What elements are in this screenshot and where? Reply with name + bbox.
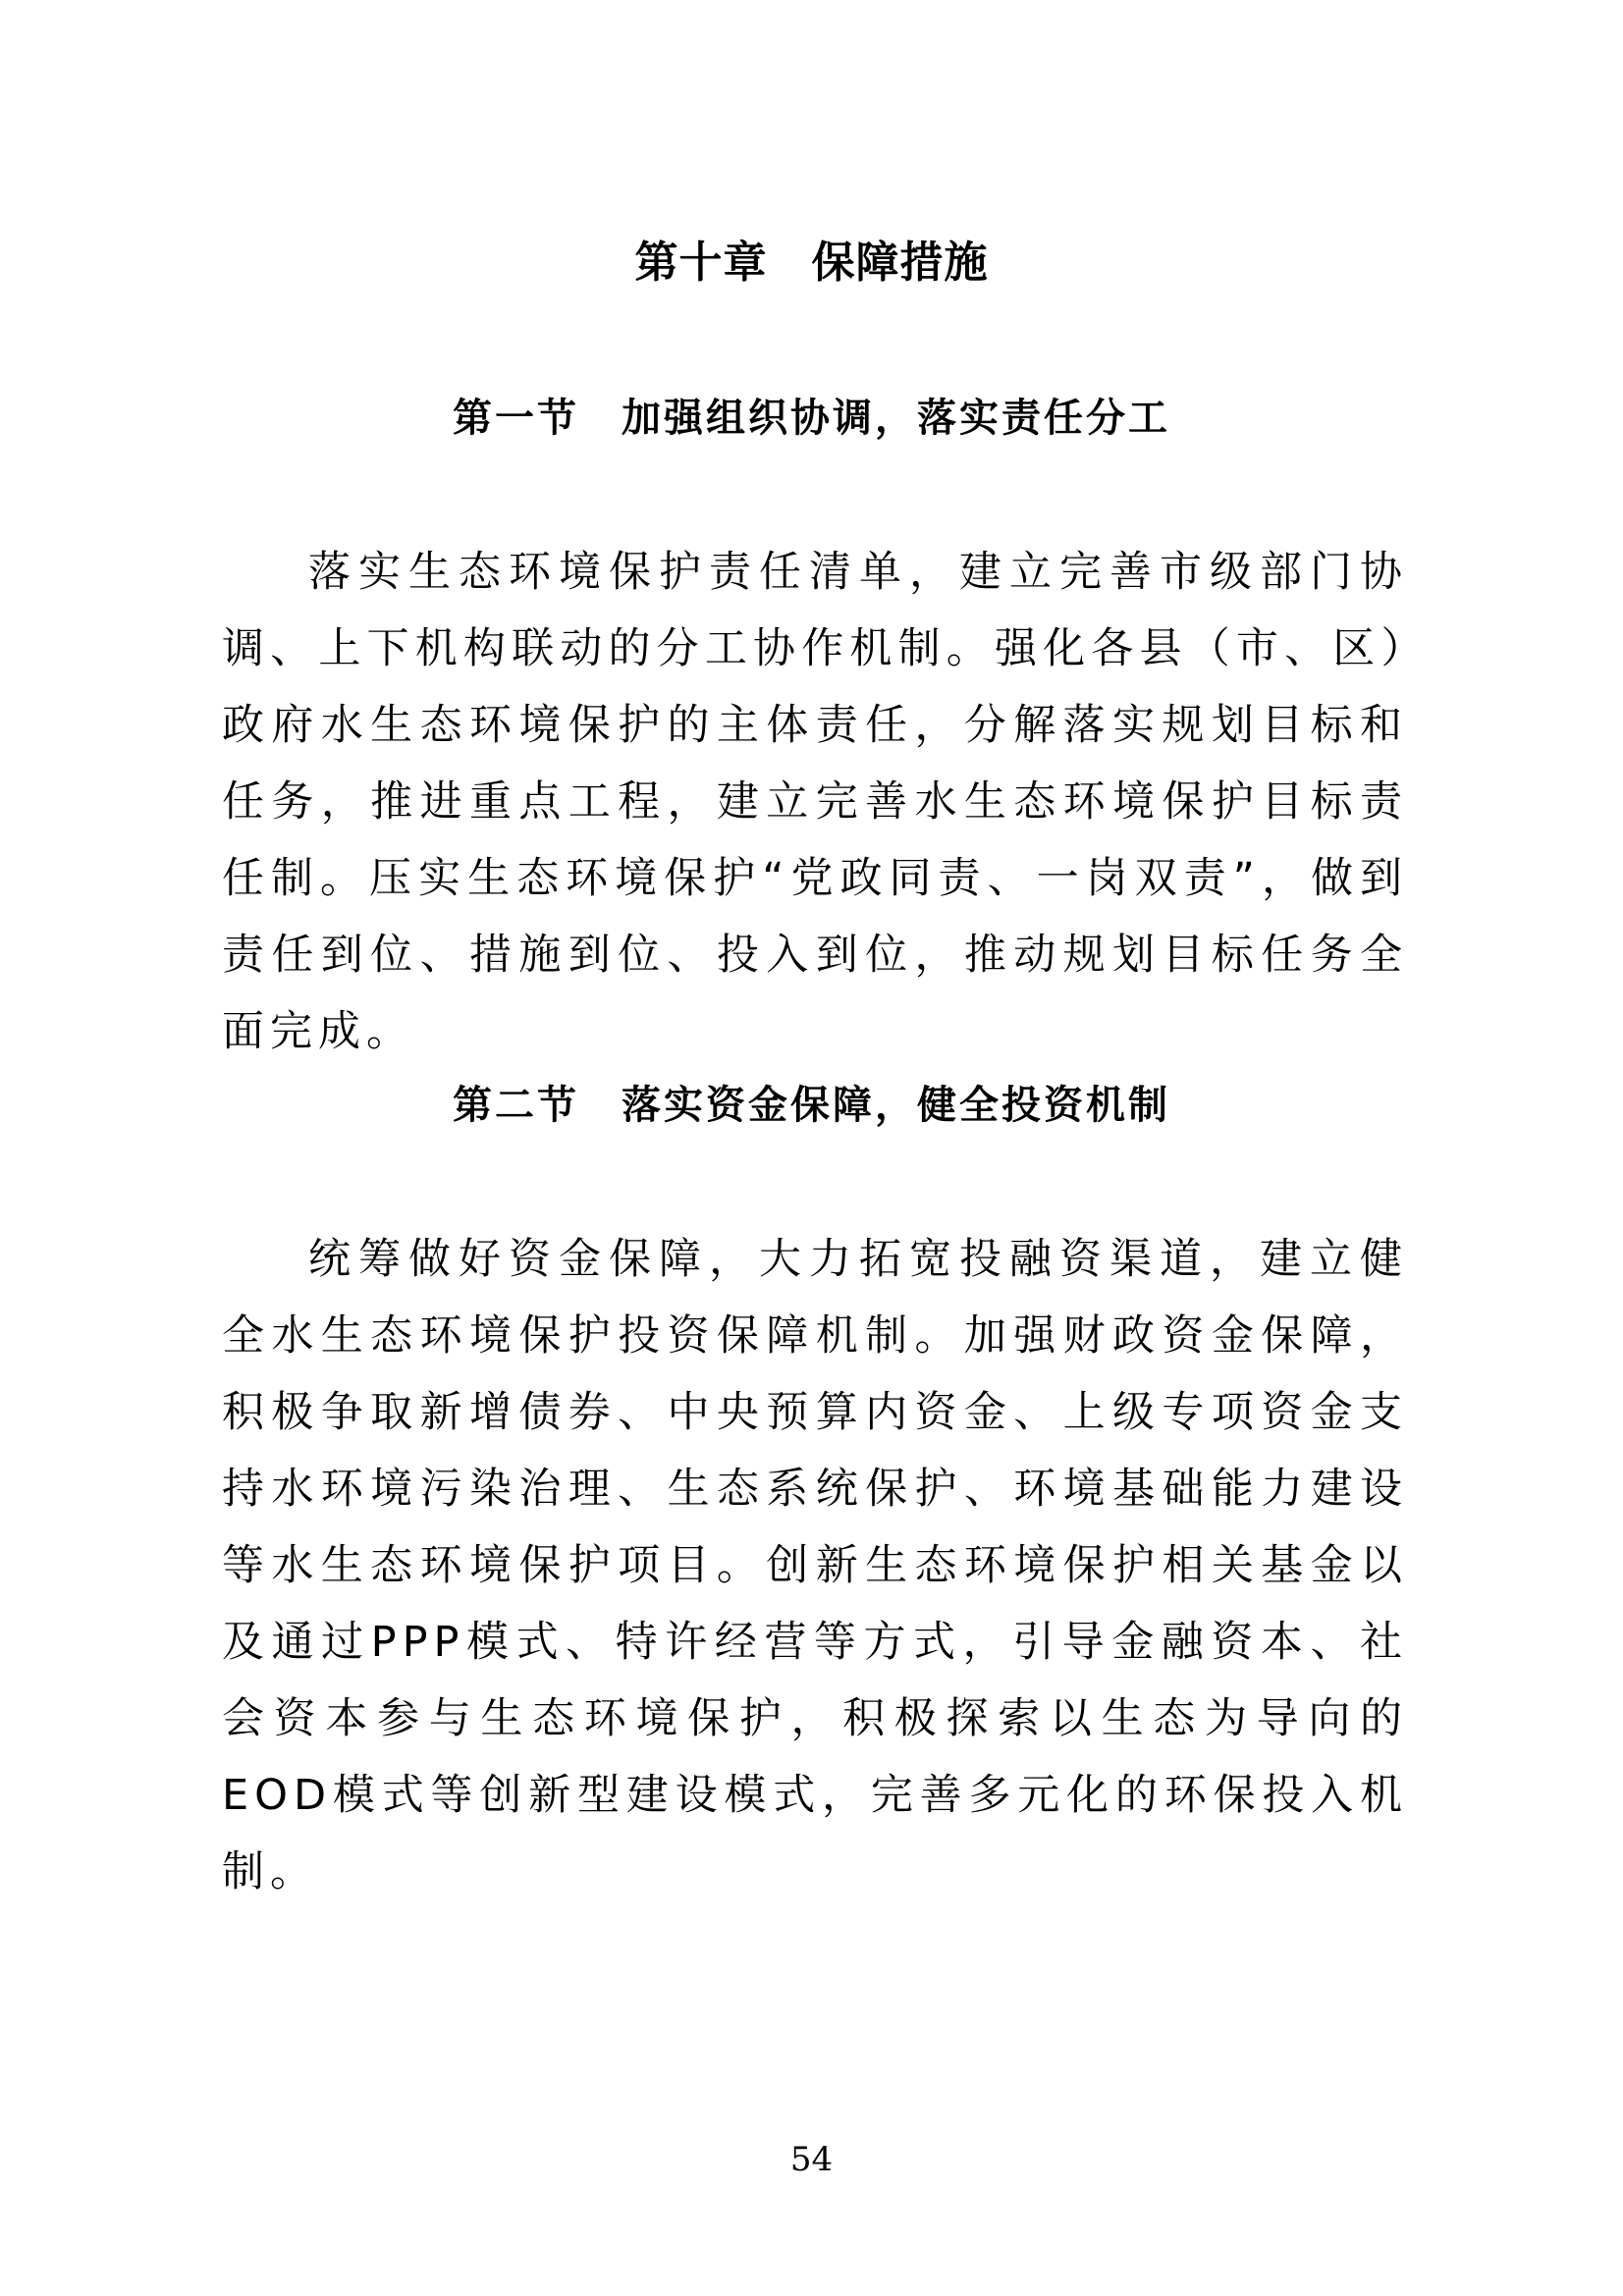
section-heading-1: 第一节 加强组织协调，落实责任分工 bbox=[453, 395, 1170, 441]
section-heading-2: 第二节 落实资金保障，健全投资机制 bbox=[453, 1082, 1170, 1128]
section-paragraph-1: 落实生态环境保护责任清单，建立完善市级部门协调、上下机构联动的分工协作机制。强化各县（市、区）政府水生态环境保护的主体责任，分解落实规划目标和任务，推进重点工程，建立完善水生态环境保护目标责任制。压实生态环境保护“党政同责、一岗双责”，做到责任到位、措施到位、投入到位，推动规划目标任务全面完成。 bbox=[222, 548, 1408, 1056]
page-number: 54 bbox=[789, 2140, 834, 2179]
chapter-title: 第十章 保障措施 bbox=[634, 238, 989, 288]
section-paragraph-2: 统筹做好资金保障，大力拓宽投融资渠道，建立健全水生态环境保护投资保障机制。加强财政资金保障，积极争取新增债券、中央预算内资金、上级专项资金支持水环境污染治理、生态系统保护、环境基础能力建设等水生态环境保护项目。创新生态环境保护相关基金以及通过PPP模式、特许经营等方式，引导金融资本、社会资本参与生态环境保护，积极探索以生态为导向的EOD模式等创新型建设模式，完善多元化的环保投入机制。 bbox=[222, 1235, 1408, 1896]
